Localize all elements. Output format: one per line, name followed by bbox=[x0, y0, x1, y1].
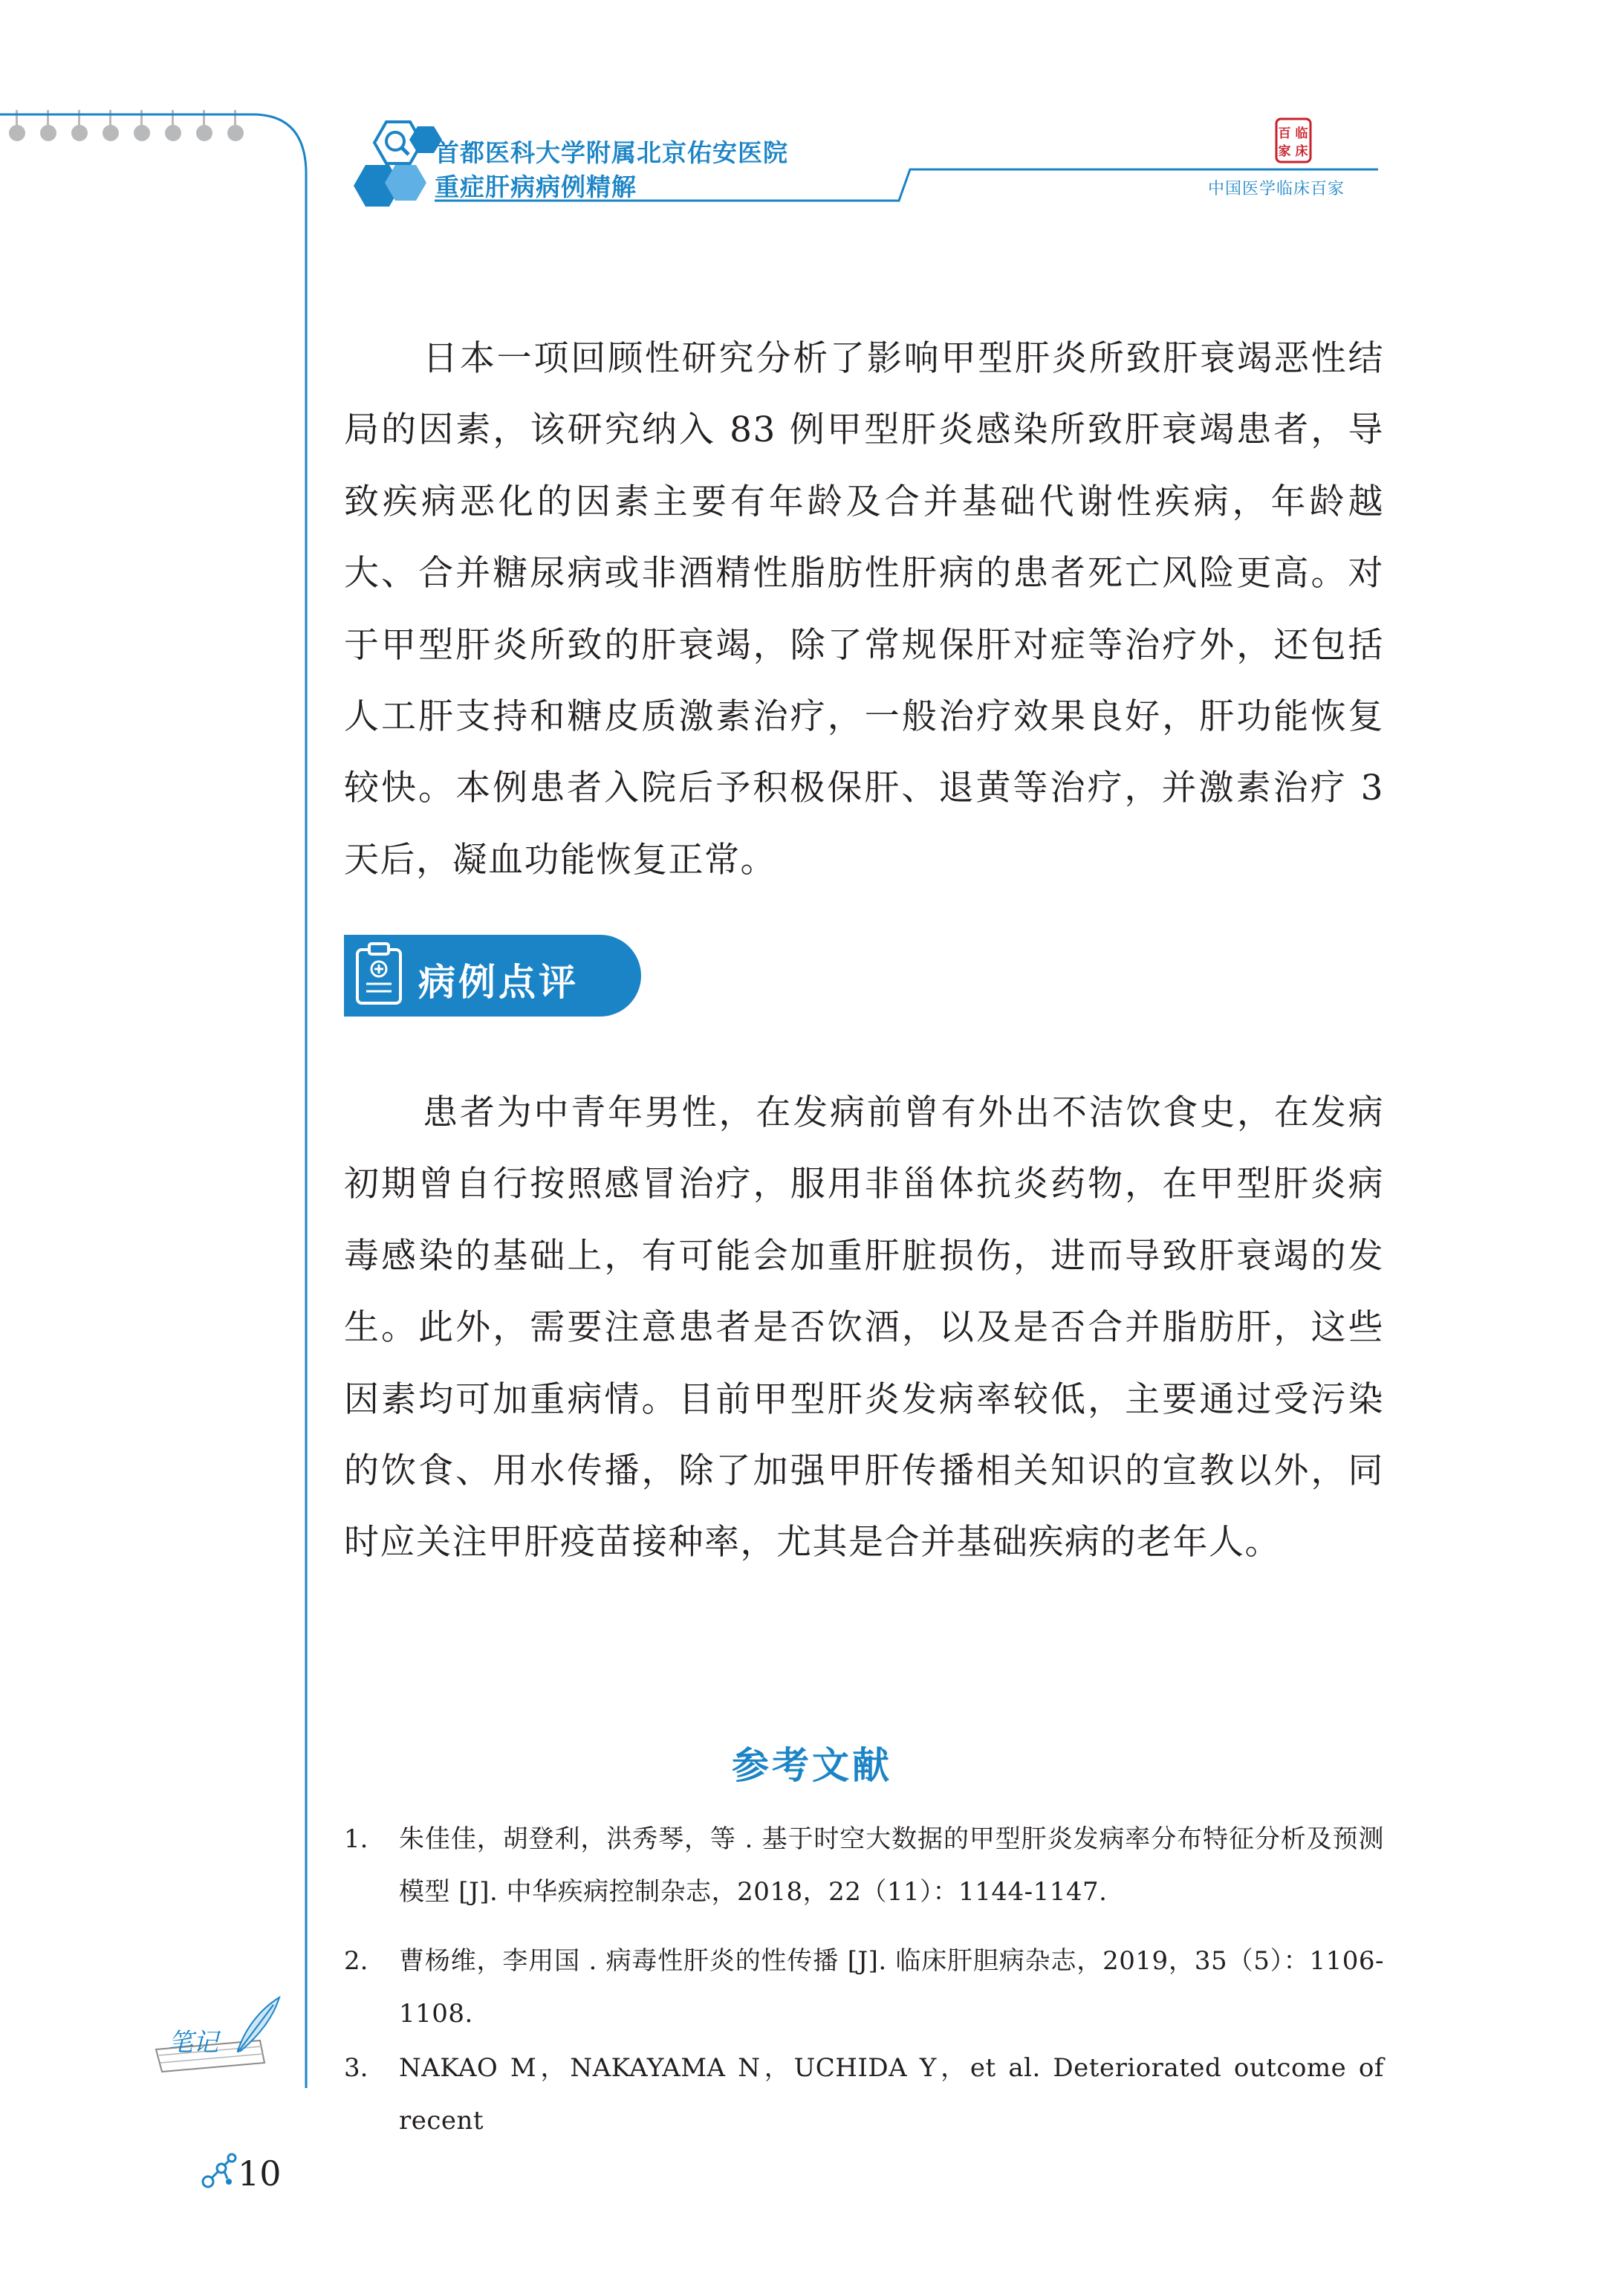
notes-feather-icon bbox=[149, 1991, 282, 2081]
reference-item bbox=[344, 1935, 1384, 2040]
molecule-icon bbox=[199, 2152, 238, 2191]
hexagon-magnifier-icon bbox=[349, 117, 446, 229]
svg-text:百: 百 bbox=[1278, 126, 1291, 141]
svg-text:家: 家 bbox=[1278, 144, 1291, 159]
header-hospital-name: 首都医科大学附属北京佑安医院 bbox=[435, 138, 788, 167]
reference-item bbox=[344, 1813, 1384, 1919]
section-title: 病例点评 bbox=[418, 961, 579, 1004]
reference-text: 朱佳佳，胡登利，洪秀琴，等 . 基于时空大数据的甲型肝炎发病率分布特征分析及预测模型 [J]. 中华疾病控制杂志，2018，22（11）：1144-1147. bbox=[399, 1824, 1384, 1907]
header-book-title: 重症肝病病例精解 bbox=[435, 172, 637, 201]
body-paragraph-1: 日本一项回顾性研究分析了影响甲型肝炎所致肝衰竭恶性结局的因素，该研究纳入 83 例甲型肝炎感染所致肝衰竭患者，导致疾病恶化的因素主要有年龄及合并基础代谢性疾病，年龄越大、合并糖尿病或非酒精性脂肪性肝病的患者死亡风险更高。对于甲型肝炎所致的肝衰竭，除了常规保肝对症等治疗外，还包括人工肝支持和糖皮质激素治疗，一般治疗效果良好，肝功能恢复较快。本例患者入院后予积极保肝、退黄等治疗，并激素治疗 3 天后，凝血功能恢复正常。 bbox=[344, 338, 1384, 881]
series-seal-logo bbox=[1275, 117, 1312, 163]
reference-number: 2. bbox=[344, 1946, 368, 1976]
header-series-name: 中国医学临床百家 bbox=[1208, 180, 1345, 198]
references-heading: 参考文献 bbox=[732, 1744, 892, 1787]
reference-text: NAKAO M，NAKAYAMA N，UCHIDA Y，et al. Deteriorated outcome of recent bbox=[399, 2053, 1384, 2136]
reference-number: 1. bbox=[344, 1824, 368, 1854]
body-paragraph-2: 患者为中青年男性，在发病前曾有外出不洁饮食史，在发病初期曾自行按照感冒治疗，服用非甾体抗炎药物，在甲型肝炎病毒感染的基础上，有可能会加重肝脏损伤，进而导致肝衰竭的发生。此外，需要注意患者是否饮酒，以及是否合并脂肪肝，这些因素均可加重病情。目前甲型肝炎发病率较低，主要通过受污染的饮食、用水传播，除了加强甲肝传播相关知识的宣教以外，同时应关注甲肝疫苗接种率，尤其是合并基础疾病的老年人。 bbox=[344, 1092, 1384, 1563]
reference-number: 3. bbox=[344, 2053, 368, 2083]
svg-text:临: 临 bbox=[1295, 126, 1308, 141]
reference-item bbox=[344, 2042, 1384, 2148]
notes-label: 笔记 bbox=[168, 2028, 218, 2058]
margin-rule bbox=[0, 111, 312, 2088]
svg-text:床: 床 bbox=[1295, 144, 1308, 159]
reference-text: 曹杨维，李用国 . 病毒性肝炎的性传播 [J]. 临床肝胆病杂志，2019，35（5）：1106-1108. bbox=[399, 1946, 1384, 2029]
page-number: 10 bbox=[238, 2153, 282, 2194]
